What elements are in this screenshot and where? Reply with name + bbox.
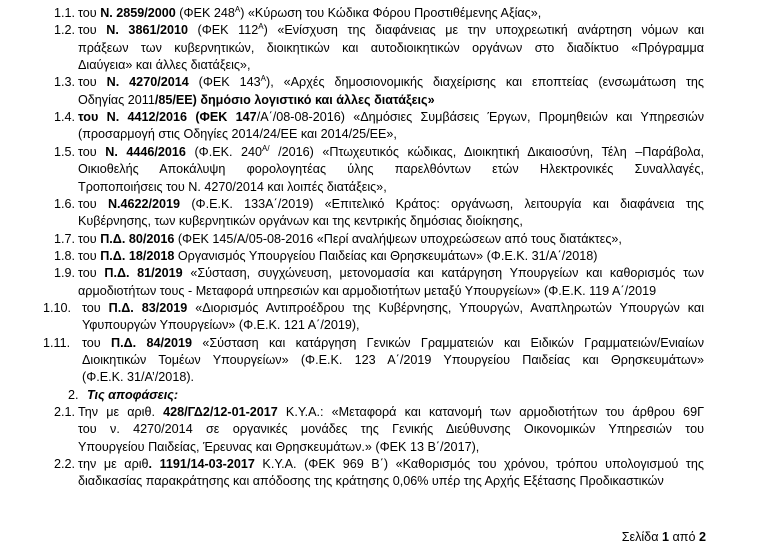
item-number: 1.10. [43, 300, 72, 315]
list-item-line: του Ν. 2859/2000 (ΦΕΚ $248^A$) «Κύρωση του Κώδικα Φόρου Προστιθέμενης Αξίας», [78, 5, 542, 20]
list-item-line: Διοικητικών Τομέων Υπουργείων» (Φ.Ε.Κ. 123 Α΄/2019 Υπουργείου Παιδείας και Θρησκευμάτων» [82, 353, 704, 367]
list-item-line: του Π.Δ. 18/2018 Οργανισμός Υπουργείου Παιδείας και Θρησκευμάτων» (Φ.Ε.Κ. 31/Α΄/2018) [78, 248, 598, 263]
item-number: 1.5. [54, 144, 76, 159]
page-label: Σελίδα [621, 530, 659, 544]
list-item-line: του ν. 4270/2014 σε οργανικές μονάδες της Γενικής Διεύθυνσης Οικονομικών Υπηρεσιών του [78, 422, 704, 437]
item-number: 1.4. [54, 110, 76, 125]
item-number: 1.7. [54, 231, 76, 246]
list-item-line: του Ν. 4446/2016 (Φ.ΕΚ. $240^{A/}$ /2016) «Πτωχευτικός κώδικας, Διοικητική Δικαιοσύνη, Τέλη –Παράβολα, [78, 143, 704, 159]
item-number: 2.1. [54, 405, 76, 420]
item-number: 1.2. [54, 23, 76, 38]
page-total: 2 [698, 530, 706, 544]
item-number: 2.2. [54, 457, 76, 472]
list-item-line: Διαύγεια» και άλλες διατάξεις», [78, 58, 251, 73]
list-item-line: διαδικασίας παρακράτησης και απόδοσης της κράτησης 0,06% υπέρ της Αρχής Εξέτασης Προδικαστικών [78, 474, 664, 489]
list-item-line: του Ν. 3861/2010 (ΦΕΚ $112^A$) «Ενίσχυση της διαφάνειας με την υποχρεωτική ανάρτηση νόμων και [78, 22, 704, 38]
list-item-line: την με αριθ. 1191/14-03-2017 Κ.Υ.Α. (ΦΕΚ 969 Β΄) «Καθορισμός του χρόνου, τρόπου υπολογισμού της [78, 457, 704, 472]
page-current: 1 [661, 530, 669, 544]
list-item-line: του Ν. 4270/2014 (ΦΕΚ $143^A$), «Αρχές δημοσιονομικής διαχείρισης και εποπτείας (ενσωμάτωση της [78, 74, 704, 90]
list-item-line: (προσαρμογή στις Οδηγίες 2014/24/ΕΕ και 2014/25/ΕΕ», [78, 127, 397, 142]
page-footer [622, 529, 706, 546]
section-heading: Τις αποφάσεις: [87, 387, 179, 402]
list-item-line: Οδηγίας 2011/85/ΕΕ) δημόσιο λογιστικό και άλλες διατάξεις» [78, 92, 435, 107]
item-number: 1.8. [54, 248, 76, 263]
item-number: 1.11. [43, 335, 71, 350]
list-item-line: του Ν. 4412/2016 (ΦΕΚ 147/Α΄/08-08-2016) «Δημόσιες Συμβάσεις Έργων, Προμηθειών και Υπηρεσιών [78, 110, 705, 125]
list-item-line: του Π.Δ. 83/2019 «Διορισμός Αντιπροέδρου της Κυβέρνησης, Υπουργών, Αναπληρωτών Υπουργών και [82, 300, 705, 315]
list-item-line: Την με αριθ. 428/ΓΔ2/12-01-2017 Κ.Υ.Α.: «Μεταφορά και κατανομή των αρμοδιοτήτων του άρθρου 69Γ [78, 405, 705, 420]
item-number: 1.3. [54, 75, 76, 90]
list-item-line: Οικιοθελής Αποκάλυψη φορολογητέας ύλης παρελθόντων ετών Ηλεκτρονικές Συναλλαγές, [78, 162, 704, 177]
list-item-line: Κυβέρνησης, των κυβερνητικών οργάνων και της κεντρικής δημόσιας διοίκησης, [78, 214, 523, 229]
list-item-line: αρμοδιοτήτων τους - Μεταφορά υπηρεσιών και αρμοδιοτήτων μεταξύ Υπουργείων» (Φ.Ε.Κ. 119 Α΄/2019 [78, 283, 657, 298]
item-number: 1.1. [54, 6, 76, 20]
item-number: 1.6. [54, 196, 76, 211]
list-item-line: Υφυπουργών Υπουργείων» (Φ.Ε.Κ. 121 Α΄/2019), [82, 318, 360, 333]
list-item-line: Υπουργείου Παιδείας, Έρευνας και Θρησκευμάτων.» (ΦΕΚ 13 Β΄/2017), [78, 439, 480, 454]
list-item-line: πράξεων των κυβερνητικών, διοικητικών και αυτοδιοικητικών οργάνων στο διαδίκτυο «Πρόγραμμα [78, 40, 704, 55]
list-item-line: του Ν.4622/2019 (Φ.Ε.Κ. 133Α΄/2019) «Επιτελικό Κράτος: οργάνωση, λειτουργία και διαφάνεια της [78, 196, 704, 211]
list-item-line: (Φ.Ε.Κ. 31/Α’/2018). [82, 370, 195, 385]
item-number: 2. [68, 387, 79, 402]
list-item-line: Τροποποιήσεις του Ν. 4270/2014 και λοιπές διατάξεις», [78, 179, 387, 194]
item-number: 1.9. [54, 266, 76, 281]
list-item-line: του Π.Δ. 80/2016 (ΦΕΚ 145/Α/05-08-2016 «Περί αναλήψεων υποχρεώσεων από τους διατάκτες», [78, 231, 622, 246]
list-item-line: του Π.Δ. 84/2019 «Σύσταση και κατάργηση Γενικών Γραμματειών και Ειδικών Γραμματειών/Ενιαίων [82, 335, 705, 350]
page-of-label: από [672, 530, 696, 544]
list-item-line: του Π.Δ. 81/2019 «Σύσταση, συγχώνευση, μετονομασία και κατάργηση Υπουργείων και καθορισμός των [78, 266, 704, 281]
